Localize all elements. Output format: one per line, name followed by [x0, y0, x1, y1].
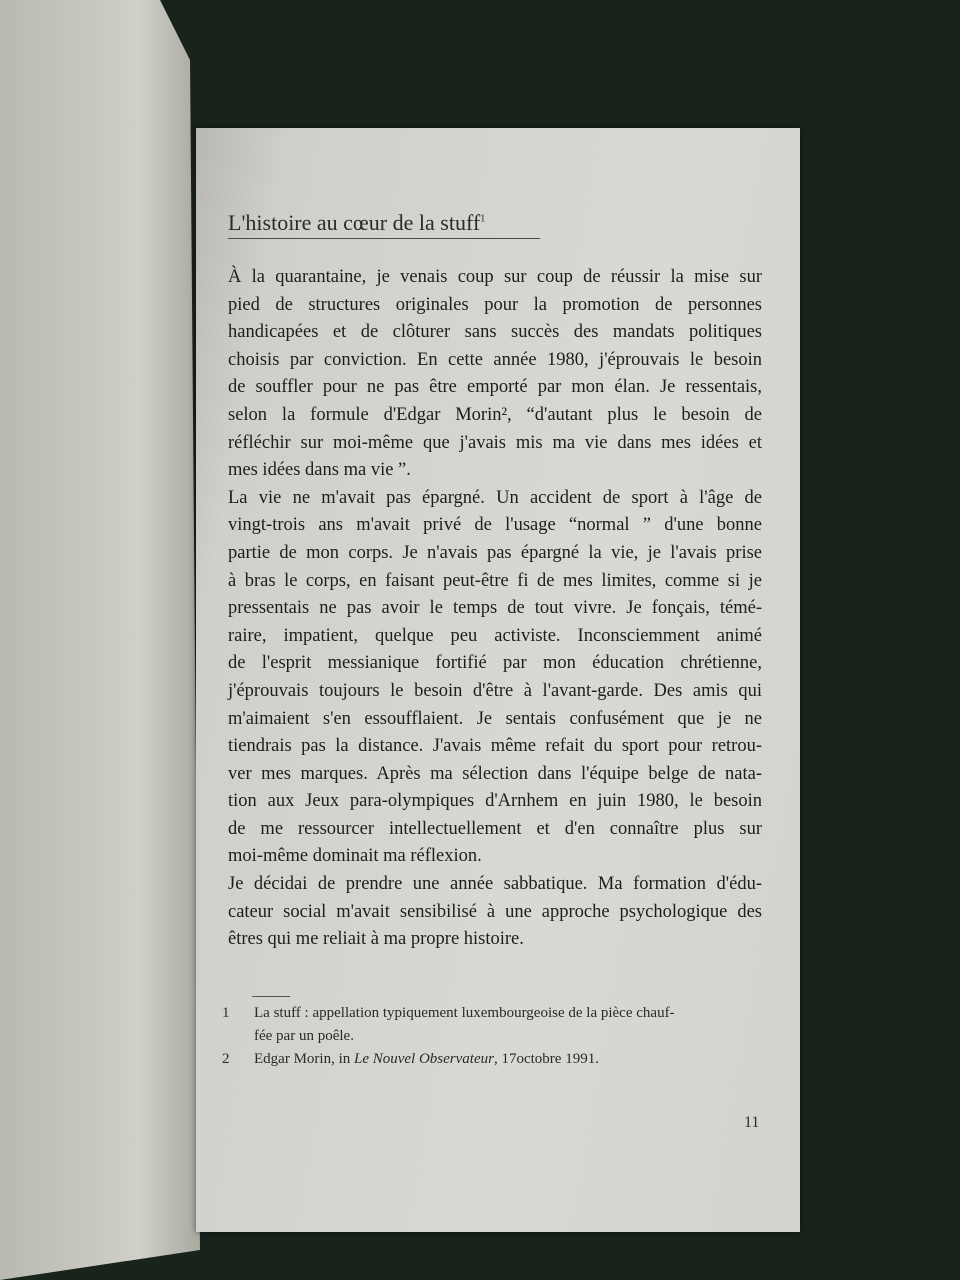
text-line: vingt-trois ans m'avait privé de l'usage “normal ” d'une bonne	[228, 515, 762, 536]
text-line: pressentais ne pas avoir le temps de tout vivre. Je fonçais, témé-	[228, 598, 762, 619]
footnote-number: 1	[222, 1005, 230, 1021]
footnote-divider	[252, 996, 290, 997]
footnote-text	[254, 1002, 675, 1048]
text-line: À la quarantaine, je venais coup sur coup de réussir la mise sur	[228, 267, 762, 287]
footnotes	[222, 1002, 752, 1071]
text-line: de souffler pour ne pas être emporté par mon élan. Je ressentais,	[228, 377, 762, 398]
footnote-ref: 1	[480, 213, 486, 225]
text-line: selon la formule d'Edgar Morin², “d'autant plus le besoin de	[228, 404, 762, 425]
footnote-line: La stuff : appellation typiquement luxembourgeoise de la pièce chauf-	[254, 1005, 675, 1021]
text-line: moi-même dominait ma réflexion.	[228, 846, 482, 867]
text-line: raire, impatient, quelque peu activiste. Inconsciemment animé	[228, 625, 762, 646]
title-text: L'histoire au cœur de la stuff	[228, 210, 481, 235]
text-line: cateur social m'avait sensibilisé à une approche psychologique des	[228, 901, 762, 922]
text-line: tiendrais pas la distance. J'avais même refait du sport pour retrou-	[228, 736, 762, 757]
book-page	[196, 128, 800, 1232]
text-line: tion aux Jeux para-olympiques d'Arnhem en juin 1980, le besoin	[228, 791, 762, 812]
footnote-number: 2	[222, 1051, 230, 1067]
text-line: mes idées dans ma vie ”.	[228, 460, 411, 481]
text-line: ver mes marques. Après ma sélection dans l'équipe belge de nata-	[228, 763, 762, 784]
text-line: m'aimaient s'en essoufflaient. Je sentais confusément que je ne	[228, 708, 762, 729]
footnote-text	[254, 1048, 599, 1071]
text-line: j'éprouvais toujours le besoin d'être à l'avant-garde. Des amis qui	[228, 680, 762, 701]
publication-title: Le Nouvel Observateur	[353, 1051, 494, 1067]
text-line: êtres qui me reliait à ma propre histoire.	[228, 929, 524, 950]
text-line: de me ressourcer intellectuellement et d'en connaître plus sur	[228, 818, 762, 839]
text-line: réfléchir sur moi-même que j'avais mis ma vie dans mes idées et	[228, 432, 762, 453]
facing-page	[0, 0, 200, 1280]
footnote-2	[222, 1048, 752, 1071]
text-line: La vie ne m'avait pas épargné. Un accident de sport à l'âge de	[228, 487, 762, 508]
footnote-suffix: , 17octobre 1991.	[493, 1051, 599, 1067]
text-line: partie de mon corps. Je n'avais pas épargné la vie, je l'avais prise	[228, 542, 762, 563]
text-line: choisis par conviction. En cette année 1980, j'éprouvais le besoin	[228, 349, 762, 370]
body-text	[228, 264, 762, 954]
footnote-line: fée par un poêle.	[254, 1028, 354, 1044]
text-line: de l'esprit messianique fortifié par mon éducation chrétienne,	[228, 653, 762, 674]
footnote-prefix: Edgar Morin, in	[254, 1051, 354, 1067]
page-number: 11	[744, 1114, 760, 1131]
footnote-1	[222, 1002, 752, 1048]
text-line: Je décidai de prendre une année sabbatique. Ma formation d'édu-	[228, 874, 762, 895]
text-line: handicapées et de clôturer sans succès des mandats politiques	[228, 322, 762, 343]
chapter-title	[228, 210, 540, 239]
text-line: à bras le corps, en faisant peut-être fi de mes limites, comme si je	[228, 570, 762, 591]
text-line: pied de structures originales pour la promotion de personnes	[228, 294, 762, 315]
